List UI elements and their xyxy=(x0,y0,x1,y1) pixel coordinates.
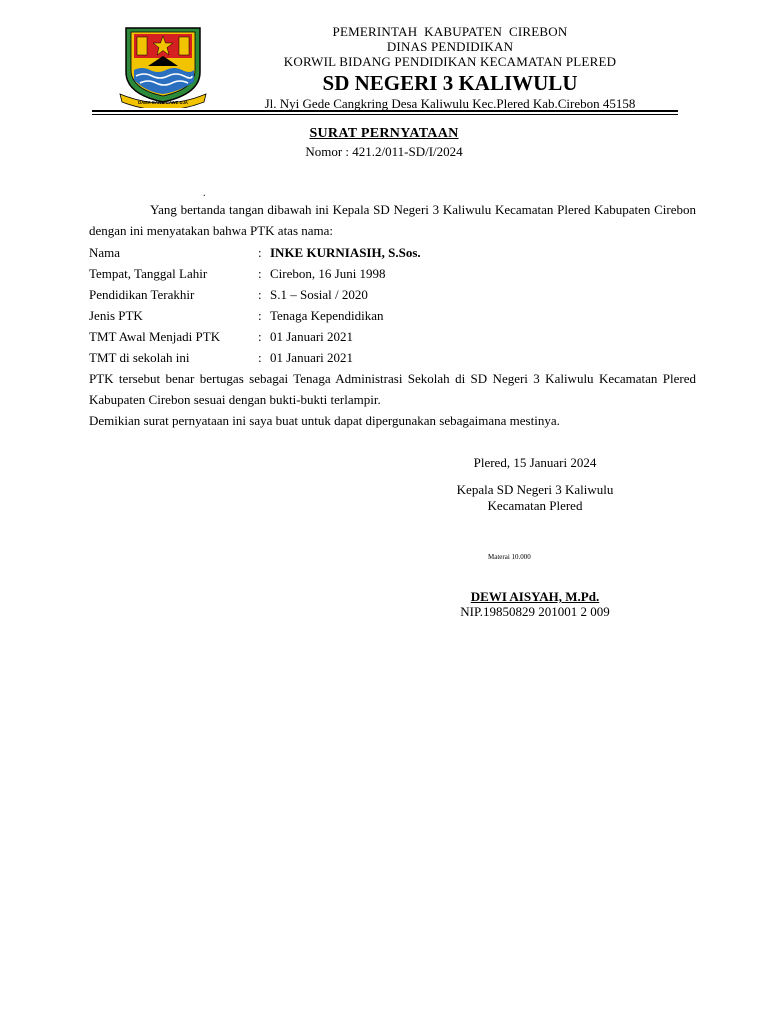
field-label: Tempat, Tanggal Lahir xyxy=(89,266,208,281)
closing-paragraph: Demikian surat pernyataan ini saya buat untuk dapat dipergunakan sebagaimana mestinya. xyxy=(89,413,560,428)
field-label: TMT Awal Menjadi PTK xyxy=(89,329,221,344)
field-label: Pendidikan Terakhir xyxy=(89,287,195,302)
document-number: Nomor : 421.2/011-SD/I/2024 xyxy=(305,144,463,159)
signature-position-line2: Kecamatan Plered xyxy=(487,498,583,513)
document-title: SURAT PERNYATAAN xyxy=(309,126,459,141)
field-value: 01 Januari 2021 xyxy=(270,329,354,344)
letterhead-school-name: SD NEGERI 3 KALIWULU xyxy=(322,71,578,95)
letterhead-divider-thin xyxy=(92,114,678,115)
field-value: INKE KURNIASIH, S.Sos. xyxy=(270,245,421,260)
field-colon: : xyxy=(258,308,262,323)
field-value: S.1 – Sosial / 2020 xyxy=(270,287,368,302)
signer-nip: NIP.19850829 201001 2 009 xyxy=(460,604,610,619)
field-label: TMT di sekolah ini xyxy=(89,350,190,365)
field-colon: : xyxy=(258,287,262,302)
intro-paragraph: Yang bertanda tangan dibawah ini Kepala SD Negeri 3 Kaliwulu Kecamatan Plered Kabupaten Cirebon dengan ini menyatakan bahwa PTK atas nama: xyxy=(89,202,696,238)
signer-block xyxy=(420,589,650,619)
signature-place-date: Plered, 15 Januari 2024 xyxy=(473,455,597,470)
field-colon: : xyxy=(258,350,262,365)
statement-paragraph: PTK tersebut benar bertugas sebagai Tenaga Administrasi Sekolah di SD Negeri 3 Kaliwulu Kecamatan Plered Kabupaten Cirebon sesuai dengan bukti-bukti terlampir. xyxy=(89,371,696,407)
field-colon: : xyxy=(258,329,262,344)
letterhead-division: KORWIL BIDANG PENDIDIKAN KECAMATAN PLERED xyxy=(283,54,617,69)
field-colon: : xyxy=(258,245,262,260)
letterhead-department: DINAS PENDIDIKAN xyxy=(386,39,514,54)
field-label: Nama xyxy=(89,245,121,260)
stray-dot: . xyxy=(203,188,206,199)
stamp-duty-label: Materai 10.000 xyxy=(488,553,531,561)
field-value: Cirebon, 16 Juni 1998 xyxy=(270,266,386,281)
regency-logo xyxy=(118,22,208,108)
signature-position xyxy=(420,482,650,514)
letterhead-divider-thick xyxy=(92,110,678,112)
letterhead xyxy=(220,24,680,112)
field-label: Jenis PTK xyxy=(89,308,143,323)
logo-motto: DAMA GAWE GAWE DJA xyxy=(138,100,188,105)
field-colon: : xyxy=(258,266,262,281)
field-value: 01 Januari 2021 xyxy=(270,350,354,365)
letterhead-government: PEMERINTAH KABUPATEN CIREBON xyxy=(332,24,568,39)
signature-position-line1: Kepala SD Negeri 3 Kaliwulu xyxy=(456,482,614,497)
letterhead-address: Jl. Nyi Gede Cangkring Desa Kaliwulu Kec.Plered Kab.Cirebon 45158 xyxy=(264,96,636,111)
field-value: Tenaga Kependidikan xyxy=(270,308,384,323)
signer-name: DEWI AISYAH, M.Pd. xyxy=(470,589,600,604)
